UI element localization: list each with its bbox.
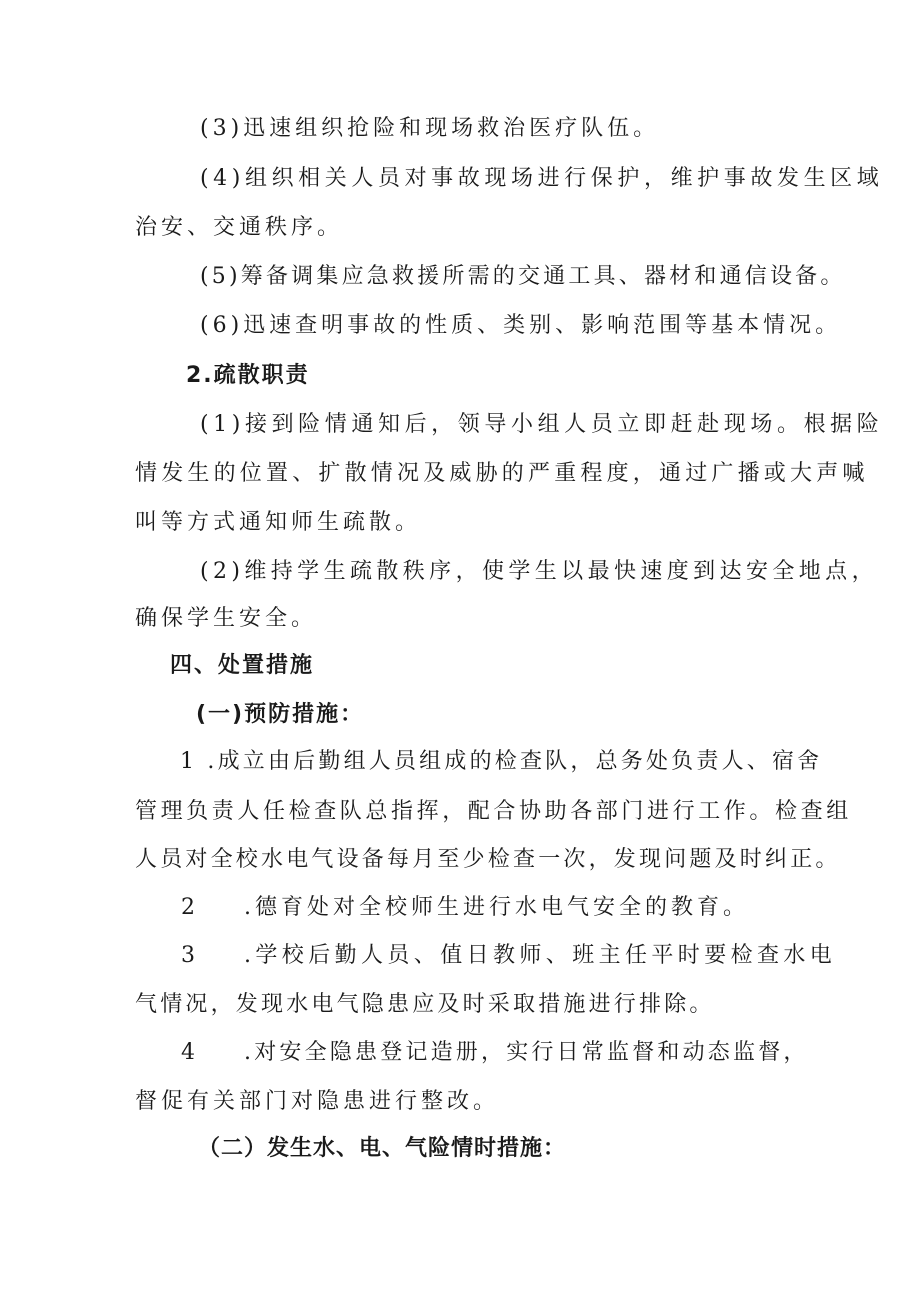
paragraph-line: (6)迅速查明事故的性质、类别、影响范围等基本情况。	[200, 313, 842, 338]
list-number: 4	[181, 1040, 199, 1065]
list-number: 2	[181, 895, 199, 920]
paragraph-line: (5)筹备调集应急救援所需的交通工具、器材和通信设备。	[200, 264, 846, 289]
paragraph-line: (2)维持学生疏散秩序，使学生以最快速度到达安全地点，	[200, 559, 878, 584]
subsection-heading: （二）发生水、电、气险情时措施：	[198, 1136, 567, 1161]
paragraph-line: .对安全隐患登记造册，实行日常监督和动态监督，	[244, 1040, 809, 1065]
paragraph-line: (1)接到险情通知后，领导小组人员立即赶赴现场。根据险	[200, 412, 884, 437]
list-number: 3	[181, 943, 199, 968]
paragraph-line: (3)迅速组织抢险和现场救治医疗队伍。	[200, 116, 660, 141]
paragraph-line: 确保学生安全。	[135, 606, 318, 631]
chapter-heading: 四、处置措施	[170, 653, 315, 678]
paragraph-line: .学校后勤人员、值日教师、班主任平时要检查水电	[244, 943, 837, 968]
paragraph-line: 1 .成立由后勤组人员组成的检查队，总务处负责人、宿舍	[180, 749, 823, 774]
paragraph-line: 气情况，发现水电气隐患应及时采取措施进行排除。	[135, 992, 715, 1017]
paragraph-line: 督促有关部门对隐患进行整改。	[135, 1089, 500, 1114]
section-heading: 2.疏散职责	[186, 363, 310, 388]
paragraph-line: .德育处对全校师生进行水电气安全的教育。	[244, 895, 749, 920]
paragraph-line: (4)组织相关人员对事故现场进行保护，维护事故发生区域	[200, 166, 884, 191]
paragraph-line: 叫等方式通知师生疏散。	[135, 510, 422, 535]
subsection-heading: (一)预防措施：	[196, 702, 365, 727]
paragraph-line: 管理负责人任检查队总指挥，配合协助各部门进行工作。检查组	[135, 799, 852, 824]
paragraph-line: 治安、交通秩序。	[135, 215, 344, 240]
paragraph-line: 情发生的位置、扩散情况及威胁的严重程度，通过广播或大声喊	[135, 461, 869, 486]
paragraph-line: 人员对全校水电气设备每月至少检查一次，发现问题及时纠正。	[135, 847, 841, 872]
